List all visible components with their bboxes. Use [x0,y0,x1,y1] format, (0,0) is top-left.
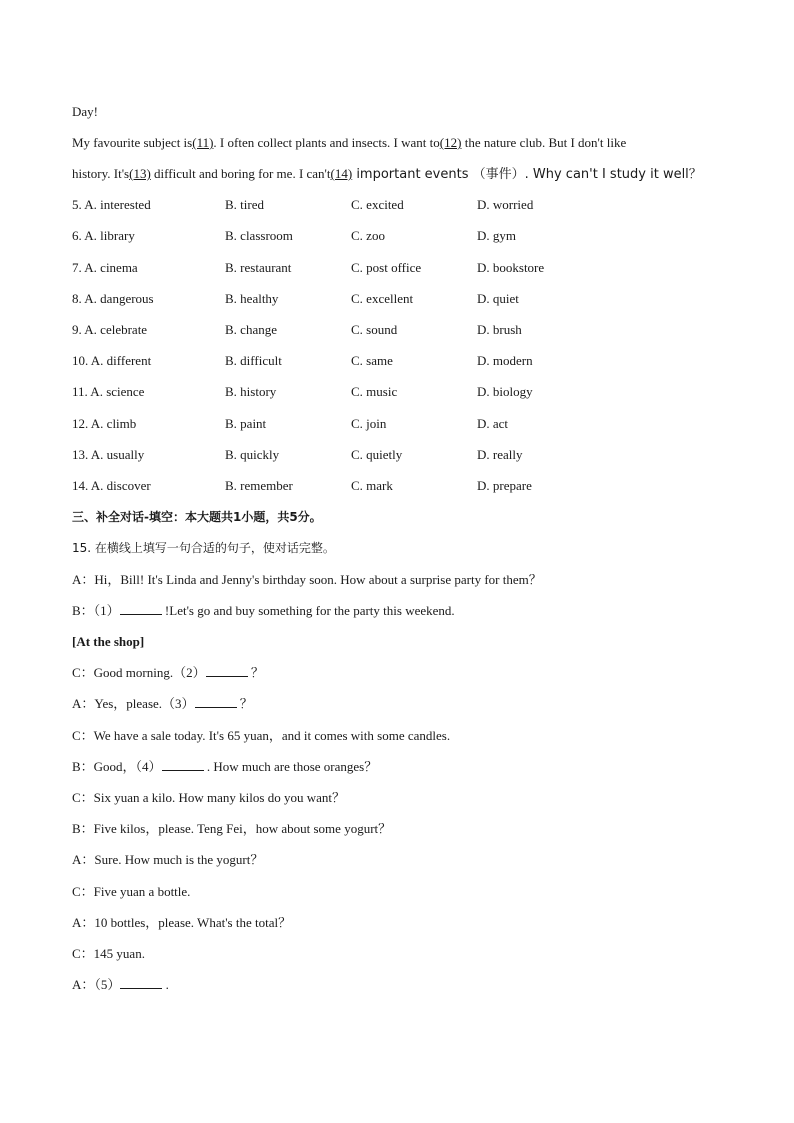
question-row [72,196,732,214]
answer-blank-2[interactable] [206,664,248,677]
dialogue-line-10: C：Five yuan a bottle. [72,884,191,899]
option-d: D. gym [477,228,516,243]
dialogue-line-1: A：Hi，Bill! It's Linda and Jenny's birthday soon. How about a surprise party for them？ [72,572,542,587]
section-heading: 三、补全对话-填空：本大题共1小题，共5分。 [72,510,322,524]
question-row [72,477,732,495]
option-b: B. remember [225,478,293,493]
dialogue-line-12: C：145 yuan. [72,946,145,961]
answer-blank-1[interactable] [120,602,162,615]
option-a: 10. A. different [72,353,152,368]
option-c: C. same [351,353,393,368]
dialogue-line-13 [72,976,169,994]
option-b: B. classroom [225,228,293,243]
option-a: 14. A. discover [72,478,151,493]
option-b: B. quickly [225,447,280,462]
passage-line-1 [72,134,626,152]
option-b: B. history [225,384,277,399]
option-d: D. worried [477,197,534,212]
passage-text: . I often collect plants and insects. I want to [213,135,440,150]
dialogue-line-3 [72,664,264,682]
passage-line-2 [72,165,702,184]
question-row [72,227,732,245]
option-d: D. quiet [477,291,519,306]
dialogue-text: . [162,977,169,992]
dialogue-line-6 [72,758,377,776]
passage-text: difficult and boring for me. I can't [150,166,331,181]
dialogue-line-8: B：Five kilos，please. Teng Fei，how about some yogurt？ [72,821,392,836]
option-a: 7. A. cinema [72,260,138,275]
passage-text: important events （事件）. Why can't I study it well？ [352,167,702,182]
dialogue-text: . How much are those oranges？ [203,759,378,774]
option-a: 5. A. interested [72,197,151,212]
option-b: B. tired [225,197,264,212]
option-d: D. biology [477,384,533,399]
option-c: C. post office [351,260,422,275]
option-a: 6. A. library [72,228,135,243]
option-b: B. paint [225,416,267,431]
dialogue-text: B：Good，（4） [72,759,162,774]
option-b: B. difficult [225,353,282,368]
option-c: C. quietly [351,447,403,462]
dialogue-line-11: A：10 bottles，please. What's the total？ [72,915,292,930]
question-row [72,290,732,308]
passage-text: the nature club. But I don't like [461,135,627,150]
question-row [72,415,732,433]
question-row [72,259,732,277]
answer-blank-3[interactable] [195,695,237,708]
dialogue-text: A：Yes，please.（3） [72,696,195,711]
blank-12: (12) [439,135,462,150]
dialogue-line-4 [72,695,253,713]
dialogue-text: ？ [247,665,264,680]
dialogue-line-9: A：Sure. How much is the yogurt？ [72,852,264,867]
dialogue-text: C：Good morning.（2） [72,665,206,680]
option-b: B. change [225,322,277,337]
option-a: 13. A. usually [72,447,145,462]
dialogue-line-5: C：We have a sale today. It's 65 yuan，and it comes with some candles. [72,728,451,743]
option-a: 11. A. science [72,384,145,399]
dialogue-line-2 [72,602,455,620]
dialogue-text: B：（1） [72,603,120,618]
option-a: 12. A. climb [72,416,137,431]
option-d: D. act [477,416,509,431]
option-b: B. restaurant [225,260,292,275]
blank-13: (13) [129,166,151,181]
option-c: C. sound [351,322,398,337]
option-c: C. music [351,384,398,399]
passage-text: history. It's [72,166,130,181]
question-row [72,321,732,339]
dialogue-text: A：（5） [72,977,121,992]
blank-14: (14) [330,166,353,181]
option-c: C. join [351,416,387,431]
answer-blank-4[interactable] [162,758,204,771]
answer-blank-5[interactable] [120,976,162,989]
option-c: C. excited [351,197,404,212]
shop-scene-label: [At the shop] [72,634,145,649]
option-d: D. bookstore [477,260,545,275]
passage-day-line: Day! [72,104,98,119]
passage-text: My favourite subject is [72,135,193,150]
option-d: D. really [477,447,523,462]
dialogue-text: ？ [236,696,253,711]
dialogue-line-7: C：Six yuan a kilo. How many kilos do you want？ [72,790,345,805]
blank-11: (11) [192,135,214,150]
option-d: D. brush [477,322,522,337]
option-b: B. healthy [225,291,279,306]
option-c: C. zoo [351,228,385,243]
option-a: 8. A. dangerous [72,291,154,306]
option-a: 9. A. celebrate [72,322,148,337]
option-d: D. prepare [477,478,532,493]
option-d: D. modern [477,353,533,368]
option-c: C. excellent [351,291,414,306]
option-c: C. mark [351,478,393,493]
dialogue-text: !Let's go and buy something for the party this weekend. [161,603,455,618]
question-row [72,352,732,370]
question-15-prompt: 15. 在横线上填写一句合适的句子，使对话完整。 [72,541,335,555]
question-row [72,446,732,464]
question-row [72,383,732,401]
